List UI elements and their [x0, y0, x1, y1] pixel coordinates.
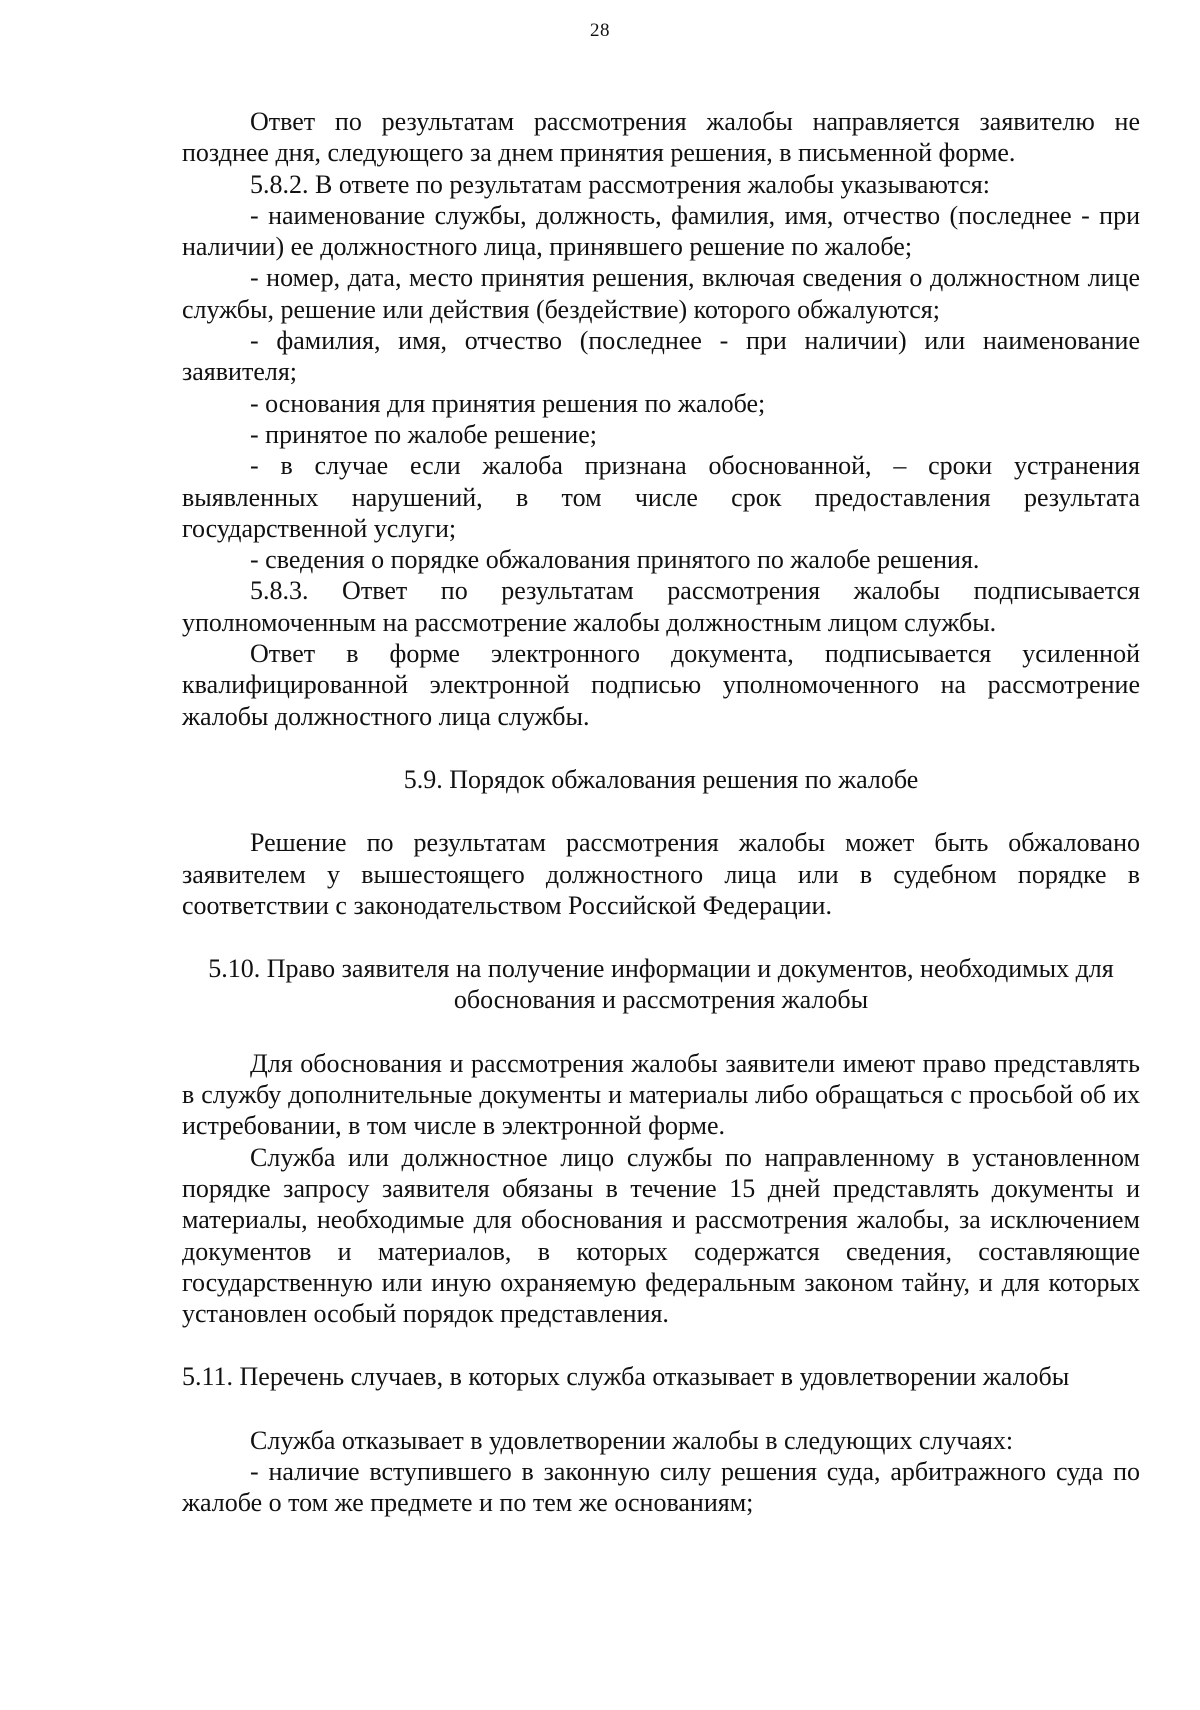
list-item: - наличие вступившего в законную силу решения суда, арбитражного суда по жалобе о том же предмете и по тем же основаниям; [182, 1456, 1140, 1518]
paragraph: Для обоснования и рассмотрения жалобы заявители имеют право представлять в службу дополнительные документы и материалы либо обращаться с просьбой об их истребовании, в том числе в электронной форме. [182, 1048, 1140, 1141]
list-item: - наименование службы, должность, фамилия, имя, отчество (последнее - при наличии) ее должностного лица, принявшего решение по жалобе; [182, 200, 1140, 262]
section-heading-5-9: 5.9. Порядок обжалования решения по жалобе [403, 764, 919, 794]
paragraph: 5.8.2. В ответе по результатам рассмотрения жалобы указываются: [250, 169, 990, 199]
paragraph: Служба или должностное лицо службы по направленному в установленном порядке запросу заявителя обязаны в течение 15 дней представлять документы и материалы, необходимые для обоснования и рассмотрения жалобы, за исключением документов и материалов, в которых содержатся сведения, составляющие государственную или иную охраняемую федеральным законом тайну, и для которых установлен особый порядок представления. [182, 1142, 1140, 1329]
document-body [182, 106, 1140, 1519]
paragraph: Служба отказывает в удовлетворении жалобы в следующих случаях: [250, 1425, 1014, 1455]
list-item: - основания для принятия решения по жалобе; [250, 388, 766, 418]
paragraph: Ответ в форме электронного документа, подписывается усиленной квалифицированной электронной подписью уполномоченного на рассмотрение жалобы должностного лица службы. [182, 639, 1140, 731]
list-item: - номер, дата, место принятия решения, включая сведения о должностном лице службы, решение или действия (бездействие) которого обжалуются; [182, 263, 1140, 324]
section-heading-5-10: 5.10. Право заявителя на получение информации и документов, необходимых для обоснования и рассмотрения жалобы [208, 954, 1114, 1015]
paragraph: Ответ по результатам рассмотрения жалобы направляется заявителю не позднее дня, следующего за днем принятия решения, в письменной форме. [182, 107, 1140, 168]
list-item: - принятое по жалобе решение; [250, 419, 597, 449]
section-heading-5-11: 5.11. Перечень случаев, в которых служба отказывает в удовлетворении жалобы [182, 1362, 1070, 1392]
list-item: - фамилия, имя, отчество (последнее - при наличии) или наименование заявителя; [182, 326, 1140, 387]
list-item: - сведения о порядке обжалования принятого по жалобе решения. [250, 545, 980, 575]
list-item: - в случае если жалоба признана обоснованной, – сроки устранения выявленных нарушений, в том числе срок предоставления результата государственной услуги; [182, 451, 1140, 543]
paragraph: Решение по результатам рассмотрения жалобы может быть обжаловано заявителем у вышестоящего должностного лица или в судебном порядке в соответствии с законодательством Российской Федерации. [182, 828, 1140, 920]
paragraph: 5.8.3. Ответ по результатам рассмотрения жалобы подписывается уполномоченным на рассмотрение жалобы должностным лицом службы. [182, 576, 1140, 637]
page-number: 28 [590, 20, 610, 41]
